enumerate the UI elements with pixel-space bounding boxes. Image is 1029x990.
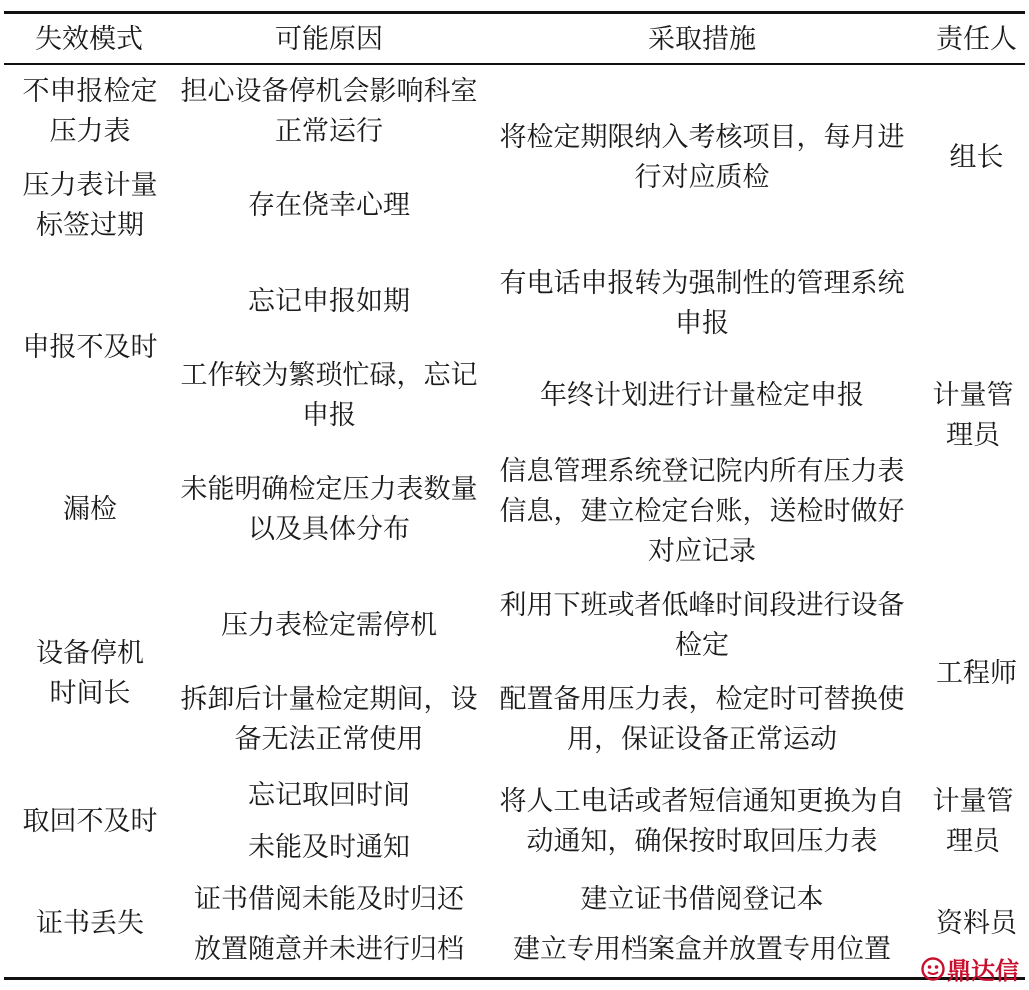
logo-face-icon xyxy=(921,957,945,981)
cause-cell: 存在侥幸心理 xyxy=(248,190,410,221)
mode-cell: 证书丢失 xyxy=(36,908,144,939)
mode-cell: 压力表计量标签过期 xyxy=(22,170,158,241)
cause-cell: 未能及时通知 xyxy=(248,832,410,863)
mode-cell: 取回不及时 xyxy=(22,806,158,837)
mode-cell: 漏检 xyxy=(63,494,117,525)
owner-cell: 组长 xyxy=(949,142,1004,173)
top-rule xyxy=(4,11,1025,14)
cause-cell: 拆卸后计量检定期间，设备无法正常使用 xyxy=(180,684,478,755)
owner-cell: 资料员 xyxy=(936,908,1017,939)
header-measures: 采取措施 xyxy=(648,24,756,55)
measure-cell: 建立专用档案盒并放置专用位置 xyxy=(513,934,891,965)
header-owner: 责任人 xyxy=(936,24,1017,55)
measure-cell: 年终计划进行计量检定申报 xyxy=(540,380,864,411)
measure-cell: 有电话申报转为强制性的管理系统申报 xyxy=(499,268,905,339)
cause-cell: 工作较为繁琐忙碌，忘记申报 xyxy=(180,360,478,431)
owner-cell: 计量管理员 xyxy=(932,786,1014,857)
measure-cell: 建立证书借阅登记本 xyxy=(580,884,824,915)
mode-cell: 申报不及时 xyxy=(22,332,158,363)
cause-cell: 证书借阅未能及时归还 xyxy=(194,884,464,915)
cause-cell: 未能明确检定压力表数量以及具体分布 xyxy=(180,474,478,545)
cause-cell: 忘记申报如期 xyxy=(248,286,410,317)
watermark xyxy=(921,951,1019,986)
cause-cell: 压力表检定需停机 xyxy=(221,610,437,641)
cause-cell: 放置随意并未进行归档 xyxy=(194,934,464,965)
cause-cell: 担心设备停机会影响科室正常运行 xyxy=(180,76,478,147)
cause-cell: 忘记取回时间 xyxy=(248,780,410,811)
header-failure-mode: 失效模式 xyxy=(35,24,143,55)
header-possible-cause: 可能原因 xyxy=(275,24,383,55)
measure-cell: 配置备用压力表，检定时可替换使用，保证设备正常运动 xyxy=(499,684,905,755)
header-rule xyxy=(4,63,1025,65)
mode-cell: 不申报检定压力表 xyxy=(22,76,158,147)
measure-cell: 利用下班或者低峰时间段进行设备检定 xyxy=(499,590,905,661)
measure-cell: 信息管理系统登记院内所有压力表信息，建立检定台账，送检时做好对应记录 xyxy=(499,456,905,567)
mode-cell: 设备停机时间长 xyxy=(36,638,144,709)
owner-cell: 工程师 xyxy=(936,658,1017,689)
bottom-rule xyxy=(4,977,1025,980)
measure-cell: 将人工电话或者短信通知更换为自动通知，确保按时取回压力表 xyxy=(499,786,905,857)
measure-cell: 将检定期限纳入考核项目，每月进行对应质检 xyxy=(499,122,905,193)
watermark-text: 鼎达信 xyxy=(947,957,1019,985)
owner-cell: 计量管理员 xyxy=(932,380,1014,451)
